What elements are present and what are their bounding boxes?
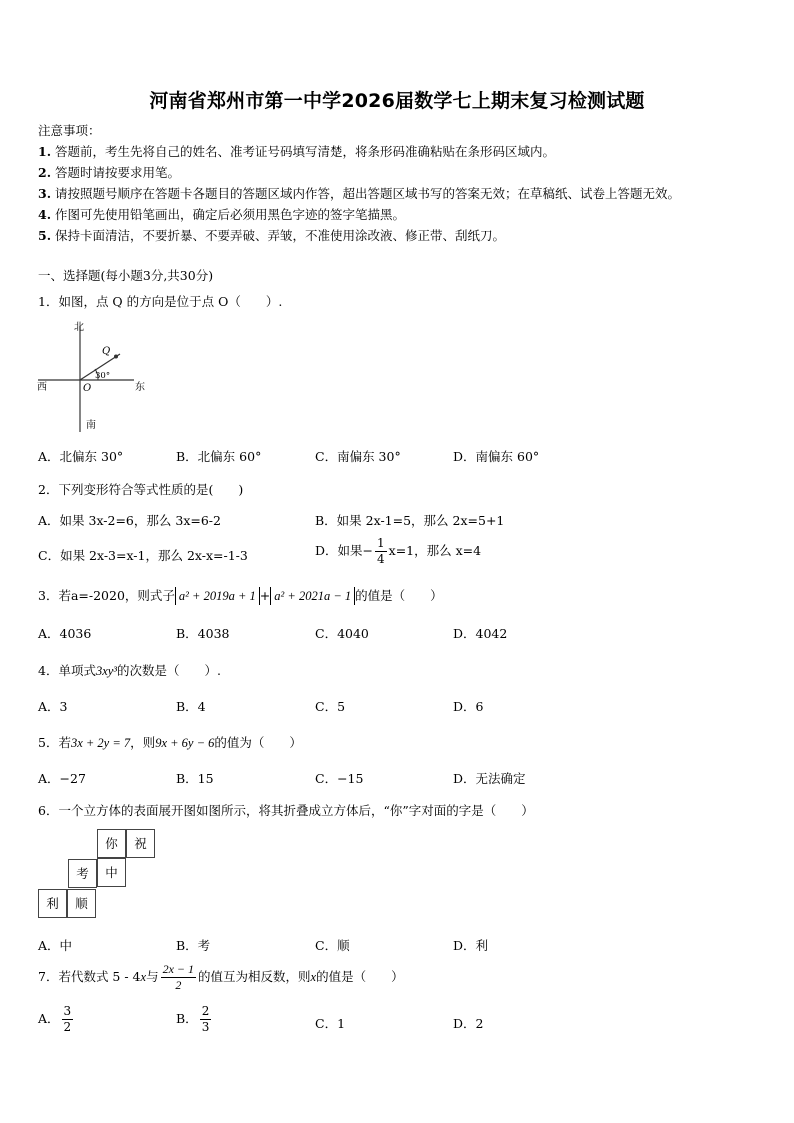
q7-var: x	[140, 970, 147, 984]
q3-prefix: 3．若a=-2020，则式子	[38, 588, 175, 603]
q7-a-label: A．	[38, 1011, 60, 1026]
q5-middle: ，则	[130, 735, 156, 750]
q5-option-a[interactable]: A．−27	[38, 771, 86, 786]
q5-option-b[interactable]: B．15	[176, 771, 214, 786]
q3-stem	[38, 586, 443, 605]
q3-abs-expression-1: a² + 2019a + 1	[175, 587, 260, 605]
q7-option-b[interactable]	[176, 1004, 213, 1035]
net-cell-li: 利	[38, 889, 67, 918]
q7-suffix: 的值是（ ）	[316, 969, 404, 984]
q3-option-b[interactable]: B．4038	[176, 626, 230, 641]
net-cell-shun: 顺	[67, 889, 96, 918]
q7-fraction	[161, 962, 196, 993]
fraction-denominator: 4	[377, 552, 385, 566]
notice-heading: 注意事项：	[38, 123, 101, 138]
exam-title: 河南省郑州市第一中学2026届数学七上期末复习检测试题	[149, 90, 645, 112]
east-label: 东	[135, 382, 145, 393]
notice-text: 答题时请按要求用笔。	[55, 165, 181, 180]
notice-text: 答题前，考生先将自己的姓名、准考证号码填写清楚，将条形码准确粘贴在条形码区域内。	[55, 144, 556, 159]
q6-option-c[interactable]: C．顺	[315, 938, 350, 953]
fraction-denominator: 2	[175, 978, 182, 992]
origin-label: O	[83, 383, 92, 394]
q7-a-fraction	[62, 1004, 74, 1035]
notice-num: 1.	[38, 144, 52, 159]
q4-prefix: 4．单项式	[38, 663, 96, 678]
q5-prefix: 5．若	[38, 735, 71, 750]
q4-option-c[interactable]: C．5	[315, 699, 346, 714]
notice-item	[38, 226, 505, 244]
q5-option-c[interactable]: C．−15	[315, 771, 364, 786]
point-q-label: Q	[102, 346, 111, 357]
section-heading: 一、选择题(每小题3分,共30分)	[38, 268, 214, 283]
fraction-numerator: 2x − 1	[162, 962, 195, 976]
q3-abs-expression-2: a² + 2021a − 1	[270, 587, 355, 605]
q2-option-b[interactable]: B．如果 2x-1=5，那么 2x=5+1	[315, 513, 505, 528]
north-label: 北	[74, 322, 84, 333]
q1-option-d[interactable]: D．南偏东 60°	[453, 449, 540, 464]
compass-figure	[34, 318, 164, 436]
fraction-numerator: 3	[63, 1004, 72, 1018]
q4-option-b[interactable]: B．4	[176, 699, 206, 714]
net-cell-kao: 考	[68, 859, 97, 888]
q6-stem: 6．一个立方体的表面展开图如图所示，将其折叠成立方体后，“你”字对面的字是（ ）	[38, 803, 534, 818]
q7-b-label: B．	[176, 1011, 198, 1026]
fraction-denominator: 2	[63, 1020, 72, 1034]
q2-d-prefix: D．如果−	[315, 543, 373, 558]
q5-suffix: 的值为（ ）	[214, 735, 302, 750]
q4-option-a[interactable]: A．3	[38, 699, 68, 714]
notice-item	[38, 205, 405, 223]
q3-option-a[interactable]: A．4036	[38, 626, 92, 641]
q5-expression: 9x + 6y − 6	[155, 736, 215, 750]
q5-stem	[38, 733, 302, 751]
q2-option-c[interactable]: C．如果 2x-3=x-1，那么 2x-x=-1-3	[38, 548, 248, 563]
q4-expression: 3xy³	[95, 664, 118, 678]
cube-net-figure	[38, 829, 158, 921]
q4-suffix: 的次数是（ ）.	[117, 663, 222, 678]
notice-num: 4.	[38, 207, 52, 222]
notice-item	[38, 163, 180, 181]
q4-option-d[interactable]: D．6	[453, 699, 484, 714]
notice-item	[38, 184, 680, 202]
q2-d-fraction	[375, 536, 387, 567]
notice-num: 2.	[38, 165, 52, 180]
q7-prefix: 7．若代数式 5 - 4	[38, 969, 141, 984]
q1-option-c[interactable]: C．南偏东 30°	[315, 449, 401, 464]
q1-option-b[interactable]: B．北偏东 60°	[176, 449, 262, 464]
q7-option-d[interactable]: D．2	[453, 1016, 484, 1031]
notice-text: 请按照题号顺序在答题卡各题目的答题区域内作答，超出答题区域书写的答案无效；在草稿纸、试卷上答题无效。	[55, 186, 681, 201]
q7-b-fraction	[200, 1004, 212, 1035]
q6-option-a[interactable]: A．中	[38, 938, 73, 953]
net-cell-zhu: 祝	[126, 829, 155, 858]
q6-option-d[interactable]: D．利	[453, 938, 489, 953]
q4-stem	[38, 661, 221, 679]
q7-option-c[interactable]: C．1	[315, 1016, 346, 1031]
net-cell-zhong: 中	[97, 858, 126, 887]
q7-stem	[38, 962, 404, 993]
q5-option-d[interactable]: D．无法确定	[453, 771, 526, 786]
notice-num: 3.	[38, 186, 52, 201]
q2-d-suffix: x=1，那么 x=4	[388, 543, 482, 558]
notice-num: 5.	[38, 228, 52, 243]
q2-stem: 2．下列变形符合等式性质的是( )	[38, 482, 244, 497]
fraction-numerator: 1	[377, 536, 385, 550]
q7-option-a[interactable]	[38, 1004, 75, 1035]
q1-stem: 1．如图，点 Q 的方向是位于点 O（ ）.	[38, 294, 283, 309]
q2-option-a[interactable]: A．如果 3x-2=6，那么 3x=6-2	[38, 513, 221, 528]
q3-option-d[interactable]: D．4042	[453, 626, 508, 641]
point-q-dot	[114, 355, 118, 359]
q1-option-a[interactable]: A．北偏东 30°	[38, 449, 124, 464]
q7-var: x	[310, 970, 317, 984]
fraction-numerator: 2	[201, 1004, 210, 1018]
south-label: 南	[86, 420, 96, 431]
net-cell-ni: 你	[97, 829, 126, 858]
q3-option-c[interactable]: C．4040	[315, 626, 369, 641]
q7-middle: 的值互为相反数，则	[198, 969, 311, 984]
q5-equation: 3x + 2y = 7	[70, 736, 131, 750]
q3-plus: +	[259, 588, 271, 603]
q3-suffix: 的值是（ ）	[355, 588, 443, 603]
notice-text: 作图可先使用铅笔画出，确定后必须用黑色字迹的签字笔描黑。	[55, 207, 406, 222]
q2-option-d[interactable]	[315, 536, 481, 567]
notice-text: 保持卡面清洁，不要折暴、不要弄破、弄皱，不准使用涂改液、修正带、刮纸刀。	[55, 228, 506, 243]
west-label: 西	[37, 382, 47, 393]
notice-item	[38, 142, 555, 160]
angle-label: 30°	[95, 371, 111, 381]
fraction-denominator: 3	[201, 1020, 210, 1034]
q7-with: 与	[146, 969, 159, 984]
q6-option-b[interactable]: B．考	[176, 938, 211, 953]
